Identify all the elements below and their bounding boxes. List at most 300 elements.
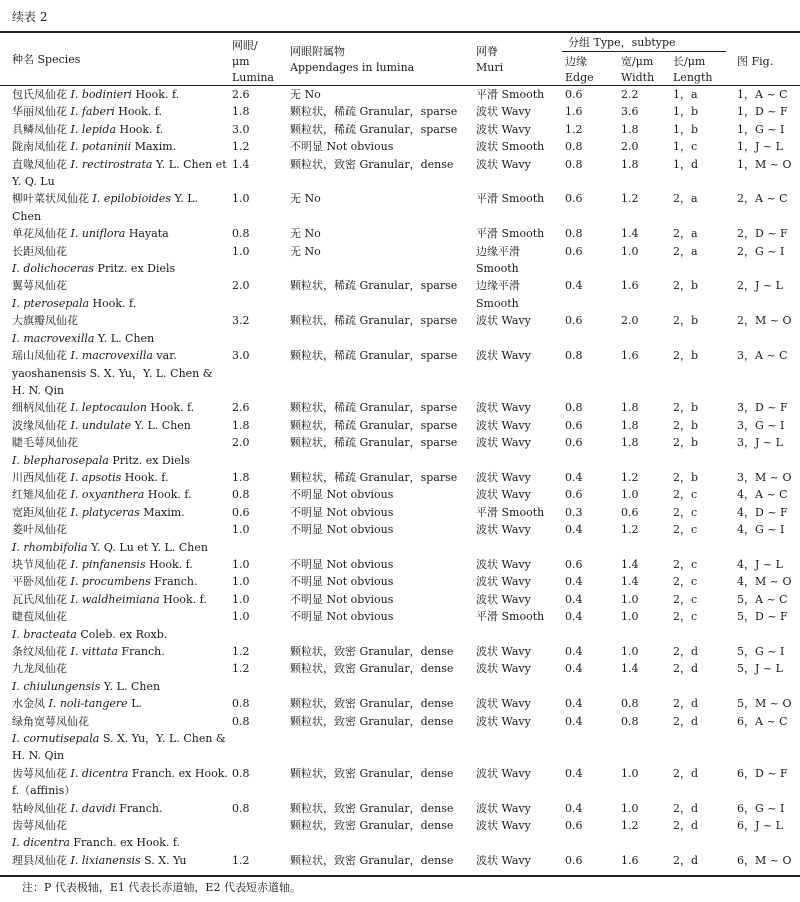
lumina-cell: 2.6 bbox=[232, 401, 250, 415]
appendages-cell: 颗粒状，致密 Granular，dense bbox=[290, 697, 454, 711]
appendages-cell: 不明显 Not obvious bbox=[290, 610, 394, 624]
species-cn: 长距凤仙花 bbox=[12, 244, 67, 258]
appendages-cell: 颗粒状，致密 Granular，dense bbox=[290, 766, 454, 780]
species-cn: 块节凤仙花 bbox=[12, 557, 67, 571]
appendages-cell: 不明显 Not obvious bbox=[290, 557, 394, 571]
lumina-cell: 0.8 bbox=[232, 488, 250, 502]
header-species-en: Species bbox=[37, 53, 81, 66]
species-author: Hook. f. bbox=[92, 296, 137, 310]
length-cell: 2，d bbox=[673, 714, 699, 728]
appendages-cell: 不明显 Not obvious bbox=[290, 488, 394, 502]
appendages-cell: 颗粒状，稀疏 Granular，sparse bbox=[290, 349, 458, 363]
header-lumina-line3: Lumina bbox=[232, 71, 274, 84]
fig-cell: 4，D ~ F bbox=[737, 505, 788, 519]
species-sci: I. vittata bbox=[70, 645, 118, 658]
species-cn: 牯岭凤仙花 bbox=[12, 801, 67, 815]
appendages-cell: 颗粒状，稀疏 Granular，sparse bbox=[290, 122, 458, 136]
width-cell: 1.4 bbox=[621, 557, 639, 571]
table-row bbox=[0, 573, 800, 590]
table-row bbox=[0, 86, 800, 103]
appendages-cell: 颗粒状，致密 Granular，dense bbox=[290, 801, 454, 815]
species-author: Hook. f. bbox=[147, 488, 192, 502]
lumina-cell: 1.0 bbox=[232, 192, 250, 206]
species-cn: 具鳞凤仙花 bbox=[12, 122, 67, 136]
species-author: Hook. f. bbox=[135, 88, 180, 101]
length-cell: 2，c bbox=[673, 610, 698, 624]
species-cell bbox=[12, 138, 228, 155]
width-cell: 1.0 bbox=[621, 801, 639, 815]
length-cell: 2，b bbox=[673, 401, 699, 415]
fig-cell: 6，J ~ L bbox=[737, 819, 783, 833]
fig-cell: 5，D ~ F bbox=[737, 610, 788, 624]
length-cell: 2，d bbox=[673, 697, 699, 711]
species-sci-line bbox=[12, 539, 228, 556]
species-cell bbox=[12, 417, 228, 434]
lumina-cell: 1.0 bbox=[232, 610, 250, 624]
lumina-cell: 1.8 bbox=[232, 105, 250, 119]
length-cell: 2，b bbox=[673, 349, 699, 363]
lumina-cell: 3.2 bbox=[232, 314, 250, 328]
length-cell: 2，c bbox=[673, 523, 698, 537]
table-row bbox=[0, 103, 800, 120]
species-cell bbox=[12, 312, 228, 347]
width-cell: 1.2 bbox=[621, 470, 639, 484]
muri-cell: 波状 Wavy bbox=[476, 349, 531, 363]
species-cn: 红雉凤仙花 bbox=[12, 488, 67, 502]
header-width bbox=[621, 54, 654, 86]
species-cn: 细柄凤仙花 bbox=[12, 401, 67, 415]
edge-cell: 0.6 bbox=[565, 819, 583, 833]
species-author: Y. L. Chen bbox=[134, 418, 191, 432]
muri-cell: 波状 Wavy bbox=[476, 314, 531, 328]
table-row bbox=[0, 312, 800, 347]
species-cell bbox=[12, 643, 228, 660]
width-cell: 1.4 bbox=[621, 575, 639, 589]
table-row bbox=[0, 156, 800, 191]
muri-cell: 波状 Wavy bbox=[476, 122, 531, 136]
length-cell: 2，c bbox=[673, 592, 698, 606]
length-cell: 2，d bbox=[673, 853, 699, 867]
width-cell: 1.8 bbox=[621, 401, 639, 415]
muri-cell: 波状 Wavy bbox=[476, 523, 531, 537]
species-cell bbox=[12, 852, 228, 869]
fig-cell: 4，A ~ C bbox=[737, 488, 788, 502]
length-cell: 2，b bbox=[673, 418, 699, 432]
species-cn: 平卧凤仙花 bbox=[12, 575, 67, 589]
appendages-cell: 颗粒状，致密 Granular，dense bbox=[290, 662, 454, 676]
fig-cell: 3，J ~ L bbox=[737, 436, 783, 450]
length-cell: 1，b bbox=[673, 105, 699, 119]
species-cell bbox=[12, 243, 228, 278]
width-cell: 2.0 bbox=[621, 140, 639, 154]
edge-cell: 0.6 bbox=[565, 418, 583, 432]
muri-cell: 波状 Wavy bbox=[476, 488, 531, 502]
header-muri-cn: 网脊 bbox=[476, 45, 498, 58]
species-sci: I. faberi bbox=[70, 105, 115, 119]
width-cell: 1.0 bbox=[621, 592, 639, 606]
width-cell: 1.8 bbox=[621, 157, 639, 171]
edge-cell: 0.6 bbox=[565, 488, 583, 502]
edge-cell: 0.4 bbox=[565, 575, 583, 589]
table-row bbox=[0, 121, 800, 138]
muri-cell: 波状 Wavy bbox=[476, 697, 531, 711]
length-cell: 1，d bbox=[673, 157, 699, 171]
fig-cell: 2，J ~ L bbox=[737, 279, 783, 293]
species-sci: I. bracteata bbox=[12, 627, 77, 641]
appendages-cell: 颗粒状，稀疏 Granular，sparse bbox=[290, 436, 458, 450]
muri-cell: 波状 Smooth bbox=[476, 140, 545, 154]
muri-cell: 波状 Wavy bbox=[476, 557, 531, 571]
lumina-cell: 1.8 bbox=[232, 418, 250, 432]
species-cell bbox=[12, 434, 228, 469]
species-sci-line bbox=[12, 330, 228, 347]
species-cn: 包氏凤仙花 bbox=[12, 88, 67, 101]
edge-cell: 0.4 bbox=[565, 523, 583, 537]
lumina-cell: 1.2 bbox=[232, 662, 250, 676]
species-sci-line bbox=[12, 678, 228, 695]
appendages-cell: 不明显 Not obvious bbox=[290, 140, 394, 154]
species-cn: 睫毛萼凤仙花 bbox=[12, 436, 78, 450]
species-cell bbox=[12, 765, 228, 800]
fig-cell: 4，J ~ L bbox=[737, 557, 783, 571]
header-edge-en: Edge bbox=[565, 71, 594, 84]
species-author: Hayata bbox=[128, 227, 169, 241]
width-cell: 1.0 bbox=[621, 645, 639, 658]
table-row bbox=[0, 713, 800, 765]
species-sci: I. bodinieri bbox=[70, 88, 132, 101]
length-cell: 1，c bbox=[673, 140, 698, 154]
muri-cell: 波状 Wavy bbox=[476, 801, 531, 815]
species-cn: 齿萼凤仙花 bbox=[12, 819, 67, 833]
species-sci: I. rectirostrata bbox=[70, 157, 153, 171]
muri-cell: 平滑 Smooth bbox=[476, 610, 545, 624]
width-cell: 1.2 bbox=[621, 523, 639, 537]
lumina-cell: 1.0 bbox=[232, 592, 250, 606]
species-author: var. yaoshanensis S. X. Yu，Y. L. Chen & H. N. Qin bbox=[12, 349, 213, 397]
table-row bbox=[0, 852, 800, 869]
width-cell: 0.8 bbox=[621, 697, 639, 711]
species-cell bbox=[12, 660, 228, 695]
species-sci: I. pinfanensis bbox=[70, 557, 146, 571]
table-row bbox=[0, 399, 800, 416]
species-sci: I. lixianensis bbox=[70, 853, 141, 867]
species-author: Franch. bbox=[121, 645, 165, 658]
width-cell: 1.6 bbox=[621, 853, 639, 867]
table-row bbox=[0, 608, 800, 643]
muri-cell: 平滑 Smooth bbox=[476, 505, 545, 519]
width-cell: 1.6 bbox=[621, 349, 639, 363]
width-cell: 1.8 bbox=[621, 418, 639, 432]
species-sci: I. oxyanthera bbox=[70, 488, 145, 502]
lumina-cell: 3.0 bbox=[232, 349, 250, 363]
length-cell: 2，a bbox=[673, 192, 698, 206]
appendages-cell: 不明显 Not obvious bbox=[290, 592, 394, 606]
fig-cell: 5，J ~ L bbox=[737, 662, 783, 676]
appendages-cell: 无 No bbox=[290, 227, 321, 241]
length-cell: 2，c bbox=[673, 505, 698, 519]
table-body bbox=[0, 86, 800, 869]
width-cell: 1.0 bbox=[621, 488, 639, 502]
muri-cell: 边缘平滑 Smooth bbox=[476, 244, 520, 276]
species-cn: 川西凤仙花 bbox=[12, 470, 67, 484]
muri-cell: 波状 Wavy bbox=[476, 645, 531, 658]
species-sci: I. leptocaulon bbox=[70, 401, 147, 415]
header-lumina-line1: 网眼/ bbox=[232, 39, 258, 52]
species-sci: I. undulate bbox=[70, 418, 132, 432]
species-author: Pritz. ex Diels bbox=[112, 453, 190, 467]
lumina-cell: 1.0 bbox=[232, 244, 250, 258]
muri-cell: 波状 Wavy bbox=[476, 575, 531, 589]
species-author: Franch. ex Hook. f. bbox=[73, 836, 181, 850]
species-cell bbox=[12, 121, 228, 138]
edge-cell: 0.6 bbox=[565, 244, 583, 258]
species-cn: 直喙凤仙花 bbox=[12, 157, 67, 171]
edge-cell: 1.6 bbox=[565, 105, 583, 119]
fig-cell: 3，G ~ I bbox=[737, 418, 785, 432]
species-cell bbox=[12, 399, 228, 416]
fig-cell: 6，M ~ O bbox=[737, 853, 792, 867]
species-cell bbox=[12, 277, 228, 312]
appendages-cell: 不明显 Not obvious bbox=[290, 523, 394, 537]
species-sci: I. macrovexilla bbox=[70, 349, 153, 363]
species-cn: 翼萼凤仙花 bbox=[12, 279, 67, 293]
fig-cell: 3，M ~ O bbox=[737, 470, 792, 484]
header-muri bbox=[476, 44, 503, 76]
species-cn: 华丽凤仙花 bbox=[12, 105, 67, 119]
species-author: Hook. f. bbox=[149, 557, 193, 571]
species-author: Y. L. Chen bbox=[97, 331, 155, 345]
fig-cell: 4，G ~ I bbox=[737, 523, 785, 537]
species-sci-line bbox=[12, 295, 228, 312]
edge-cell: 0.3 bbox=[565, 505, 583, 519]
header-width-en: Width bbox=[621, 71, 655, 84]
group-rule bbox=[562, 51, 726, 52]
header-edge bbox=[565, 54, 594, 86]
muri-cell: 波状 Wavy bbox=[476, 157, 531, 171]
appendages-cell: 无 No bbox=[290, 88, 321, 101]
header-width-cn: 宽/μm bbox=[621, 55, 654, 68]
table-row bbox=[0, 556, 800, 573]
species-sci: I. macrovexilla bbox=[12, 331, 95, 345]
table-row bbox=[0, 138, 800, 155]
table-row bbox=[0, 469, 800, 486]
length-cell: 2，d bbox=[673, 766, 699, 780]
appendages-cell: 颗粒状，致密 Granular，dense bbox=[290, 853, 454, 867]
table-row bbox=[0, 765, 800, 800]
species-author: Hook. f. bbox=[163, 592, 207, 606]
species-author: Maxim. bbox=[143, 505, 185, 519]
lumina-cell: 1.0 bbox=[232, 557, 250, 571]
species-cell bbox=[12, 486, 228, 503]
species-sci-line bbox=[12, 260, 228, 277]
edge-cell: 0.4 bbox=[565, 610, 583, 624]
species-cn: 睫苞凤仙花 bbox=[12, 610, 67, 624]
lumina-cell: 1.0 bbox=[232, 523, 250, 537]
appendages-cell: 颗粒状，稀疏 Granular，sparse bbox=[290, 470, 458, 484]
lumina-cell: 0.8 bbox=[232, 766, 250, 780]
muri-cell: 平滑 Smooth bbox=[476, 88, 545, 101]
edge-cell: 0.4 bbox=[565, 470, 583, 484]
table-row bbox=[0, 434, 800, 469]
species-sci: I. lepida bbox=[70, 122, 117, 136]
species-cn: 九龙凤仙花 bbox=[12, 662, 67, 676]
length-cell: 2，b bbox=[673, 470, 699, 484]
species-sci: I. pterosepala bbox=[12, 296, 90, 310]
muri-cell: 波状 Wavy bbox=[476, 853, 531, 867]
appendages-cell: 颗粒状，稀疏 Granular，sparse bbox=[290, 418, 458, 432]
fig-cell: 2，D ~ F bbox=[737, 227, 788, 241]
appendages-cell: 无 No bbox=[290, 192, 321, 206]
edge-cell: 0.4 bbox=[565, 714, 583, 728]
appendages-cell: 颗粒状，稀疏 Granular，sparse bbox=[290, 314, 458, 328]
species-sci: I. apsotis bbox=[70, 470, 122, 484]
width-cell: 2.0 bbox=[621, 314, 639, 328]
header-length bbox=[673, 54, 712, 86]
edge-cell: 1.2 bbox=[565, 122, 583, 136]
edge-cell: 0.8 bbox=[565, 140, 583, 154]
lumina-cell: 0.8 bbox=[232, 801, 250, 815]
width-cell: 1.0 bbox=[621, 766, 639, 780]
width-cell: 1.4 bbox=[621, 227, 639, 241]
muri-cell: 波状 Wavy bbox=[476, 105, 531, 119]
table-row bbox=[0, 660, 800, 695]
lumina-cell: 2.6 bbox=[232, 88, 250, 101]
table-caption: 续表 2 bbox=[12, 10, 48, 24]
species-sci: I. cornutisepala bbox=[12, 732, 100, 746]
fig-cell: 5，M ~ O bbox=[737, 697, 792, 711]
species-sci: I. dolichoceras bbox=[12, 262, 95, 276]
fig-cell: 1，A ~ C bbox=[737, 88, 788, 101]
muri-cell: 波状 Wavy bbox=[476, 662, 531, 676]
edge-cell: 0.6 bbox=[565, 88, 583, 101]
species-cn: 宽距凤仙花 bbox=[12, 505, 67, 519]
fig-cell: 6，A ~ C bbox=[737, 714, 788, 728]
length-cell: 1，a bbox=[673, 88, 698, 101]
header-group: 分组 Type，subtype bbox=[568, 36, 676, 49]
length-cell: 2，b bbox=[673, 279, 699, 293]
species-author: Hook. f. bbox=[119, 122, 164, 136]
muri-cell: 边缘平滑 Smooth bbox=[476, 279, 520, 310]
table-row bbox=[0, 521, 800, 556]
table-row bbox=[0, 277, 800, 312]
species-cn: 水金凤 bbox=[12, 697, 45, 711]
length-cell: 2，d bbox=[673, 819, 699, 833]
appendages-cell: 颗粒状，致密 Granular，dense bbox=[290, 157, 454, 171]
species-cn: 齿萼凤仙花 bbox=[12, 766, 67, 780]
edge-cell: 0.4 bbox=[565, 279, 583, 293]
table-row bbox=[0, 817, 800, 852]
header-lumina-line2: μm bbox=[232, 55, 250, 68]
length-cell: 2，b bbox=[673, 436, 699, 450]
header-length-en: Length bbox=[673, 71, 713, 84]
lumina-cell: 3.0 bbox=[232, 122, 250, 136]
lumina-cell: 1.2 bbox=[232, 140, 250, 154]
species-cn: 单花凤仙花 bbox=[12, 227, 67, 241]
species-cn: 波缘凤仙花 bbox=[12, 418, 67, 432]
edge-cell: 0.6 bbox=[565, 557, 583, 571]
fig-cell: 3，D ~ F bbox=[737, 401, 788, 415]
header-fig: 图 Fig. bbox=[737, 55, 774, 68]
table-row bbox=[0, 486, 800, 503]
species-author: Pritz. ex Diels bbox=[97, 262, 176, 276]
fig-cell: 2，G ~ I bbox=[737, 244, 785, 258]
species-cn: 大旗瓣凤仙花 bbox=[12, 314, 78, 328]
species-cn: 理县凤仙花 bbox=[12, 853, 67, 867]
lumina-cell: 2.0 bbox=[232, 279, 250, 293]
table-row bbox=[0, 190, 800, 225]
species-sci: I. procumbens bbox=[70, 575, 151, 589]
length-cell: 2，d bbox=[673, 662, 699, 676]
width-cell: 3.6 bbox=[621, 105, 639, 119]
species-sci: I. blepharosepala bbox=[12, 453, 109, 467]
table-row bbox=[0, 225, 800, 242]
lumina-cell: 2.0 bbox=[232, 436, 250, 450]
length-cell: 2，c bbox=[673, 575, 698, 589]
table-row bbox=[0, 504, 800, 521]
width-cell: 2.2 bbox=[621, 88, 639, 101]
width-cell: 1.8 bbox=[621, 122, 639, 136]
species-sci-line bbox=[12, 834, 228, 851]
table-row bbox=[0, 417, 800, 434]
width-cell: 1.0 bbox=[621, 244, 639, 258]
fig-cell: 5，G ~ I bbox=[737, 645, 785, 658]
edge-cell: 0.8 bbox=[565, 349, 583, 363]
species-cell bbox=[12, 573, 228, 590]
header-species-cn: 种名 bbox=[12, 53, 34, 66]
lumina-cell: 0.6 bbox=[232, 505, 250, 519]
species-author: Y. L. Chen et Y. Q. Lu bbox=[12, 157, 227, 189]
appendages-cell: 颗粒状，致密 Granular，dense bbox=[290, 645, 454, 658]
species-author: Hook. f. bbox=[124, 470, 169, 484]
species-sci: I. noli-tangere bbox=[48, 697, 128, 711]
edge-cell: 0.8 bbox=[565, 157, 583, 171]
appendages-cell: 不明显 Not obvious bbox=[290, 505, 394, 519]
species-sci: I. potaninii bbox=[70, 140, 132, 154]
species-cell bbox=[12, 469, 228, 486]
edge-cell: 0.8 bbox=[565, 227, 583, 241]
edge-cell: 0.4 bbox=[565, 766, 583, 780]
species-cell bbox=[12, 521, 228, 556]
species-author: S. X. Yu，Y. L. Chen & H. N. Qin bbox=[12, 732, 226, 763]
edge-cell: 0.4 bbox=[565, 697, 583, 711]
species-author: Coleb. ex Roxb. bbox=[80, 627, 168, 641]
species-author: Maxim. bbox=[134, 140, 177, 154]
appendages-cell: 颗粒状，致密 Granular，dense bbox=[290, 819, 454, 833]
table-row bbox=[0, 591, 800, 608]
header-edge-cn: 边缘 bbox=[565, 55, 587, 68]
fig-cell: 1，G ~ I bbox=[737, 122, 785, 136]
species-sci: I. chiulungensis bbox=[12, 679, 101, 693]
lumina-cell: 0.8 bbox=[232, 714, 250, 728]
fig-cell: 1，M ~ O bbox=[737, 157, 792, 171]
edge-cell: 0.6 bbox=[565, 314, 583, 328]
fig-cell: 1，D ~ F bbox=[737, 105, 788, 119]
muri-cell: 波状 Wavy bbox=[476, 470, 531, 484]
appendages-cell: 颗粒状，稀疏 Granular，sparse bbox=[290, 401, 458, 415]
species-cell bbox=[12, 591, 228, 608]
species-author: Franch. bbox=[154, 575, 198, 589]
muri-cell: 平滑 Smooth bbox=[476, 227, 545, 241]
length-cell: 2，a bbox=[673, 244, 698, 258]
species-author: Franch. bbox=[119, 801, 163, 815]
species-author: Hook. f. bbox=[118, 105, 162, 119]
species-author: Hook. f. bbox=[150, 401, 195, 415]
fig-cell: 2，A ~ C bbox=[737, 192, 788, 206]
species-cn: 菱叶凤仙花 bbox=[12, 523, 67, 537]
appendages-cell: 不明显 Not obvious bbox=[290, 575, 394, 589]
bottom-rule bbox=[0, 875, 800, 877]
species-sci: I. platyceras bbox=[70, 505, 140, 519]
